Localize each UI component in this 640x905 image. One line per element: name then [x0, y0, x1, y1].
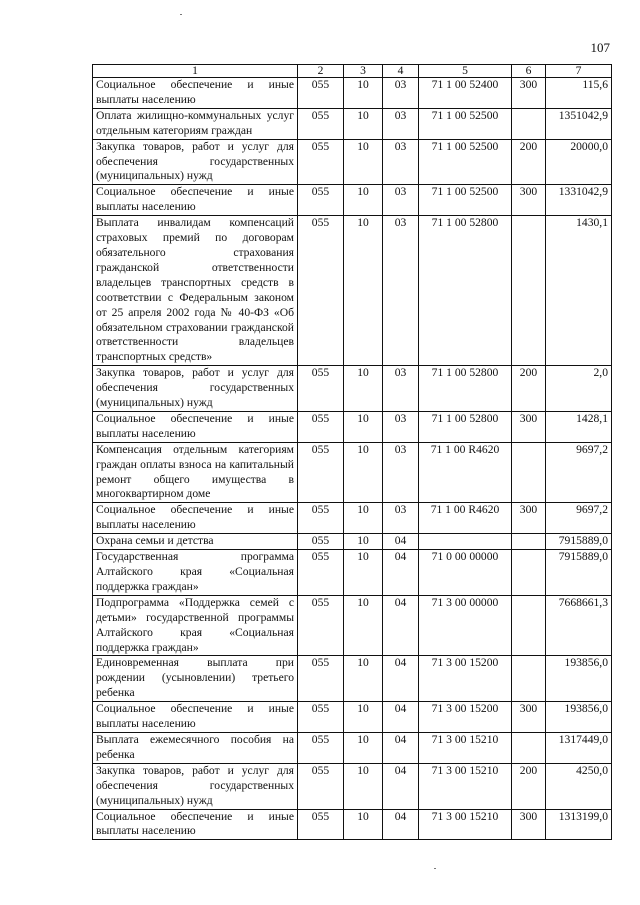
table-row	[93, 534, 612, 550]
amount: 9697,2	[546, 503, 612, 534]
section-code: 10	[344, 185, 383, 216]
item-name: Социальное обеспечение и иные выплаты населению	[93, 185, 298, 216]
table-row	[93, 185, 612, 216]
ministry-code: 055	[298, 550, 344, 596]
table-row	[93, 78, 612, 109]
ministry-code: 055	[298, 595, 344, 656]
target-article-code: 71 3 00 15210	[419, 809, 512, 840]
ministry-code: 055	[298, 763, 344, 809]
target-article-code: 71 1 00 R4620	[419, 442, 512, 503]
amount: 193856,0	[546, 702, 612, 733]
subsection-code: 04	[383, 595, 419, 656]
subsection-code: 03	[383, 216, 419, 366]
section-code: 10	[344, 595, 383, 656]
target-article-code: 71 1 00 52500	[419, 185, 512, 216]
amount: 1430,1	[546, 216, 612, 366]
target-article-code: 71 1 00 52800	[419, 411, 512, 442]
ministry-code: 055	[298, 139, 344, 185]
section-code: 10	[344, 108, 383, 139]
item-name: Компенсация отдельным категориям граждан оплаты взноса на капитальный ремонт общего имущества в многоквартирном доме	[93, 442, 298, 503]
ministry-code: 055	[298, 656, 344, 702]
item-name: Государственная программа Алтайского края «Социальная поддержка граждан»	[93, 550, 298, 596]
subsection-code: 03	[383, 185, 419, 216]
item-name: Выплата ежемесячного пособия на ребенка	[93, 732, 298, 763]
amount: 115,6	[546, 78, 612, 109]
amount: 1317449,0	[546, 732, 612, 763]
section-code: 10	[344, 534, 383, 550]
target-article-code: 71 3 00 15210	[419, 763, 512, 809]
subsection-code: 03	[383, 442, 419, 503]
item-name: Закупка товаров, работ и услуг для обеспечения государственных (муниципальных) нужд	[93, 763, 298, 809]
subsection-code: 04	[383, 550, 419, 596]
expense-type-code	[512, 216, 546, 366]
amount: 7915889,0	[546, 550, 612, 596]
ministry-code: 055	[298, 702, 344, 733]
ministry-code: 055	[298, 534, 344, 550]
target-article-code: 71 3 00 00000	[419, 595, 512, 656]
section-code: 10	[344, 732, 383, 763]
amount: 1313199,0	[546, 809, 612, 840]
subsection-code: 04	[383, 763, 419, 809]
amount: 4250,0	[546, 763, 612, 809]
target-article-code: 71 3 00 15210	[419, 732, 512, 763]
section-code: 10	[344, 411, 383, 442]
subsection-code: 03	[383, 366, 419, 412]
item-name: Социальное обеспечение и иные выплаты населению	[93, 78, 298, 109]
subsection-code: 03	[383, 139, 419, 185]
expense-type-code	[512, 534, 546, 550]
section-code: 10	[344, 366, 383, 412]
expense-type-code: 300	[512, 185, 546, 216]
table-row	[93, 550, 612, 596]
column-number: 7	[546, 65, 612, 78]
table-row	[93, 366, 612, 412]
item-name: Выплата инвалидам компенсаций страховых премий по договорам обязательного страхования гражданской ответственности владельцев транспортных средств в соответствии с Федеральным законом от 25 апреля 2002 года № 40-ФЗ «Об обязательном страховании гражданской ответственности владельцев транспортных средств»	[93, 216, 298, 366]
ministry-code: 055	[298, 108, 344, 139]
subsection-code: 03	[383, 78, 419, 109]
table-row	[93, 411, 612, 442]
subsection-code: 04	[383, 809, 419, 840]
table-row	[93, 763, 612, 809]
section-code: 10	[344, 139, 383, 185]
expense-type-code	[512, 732, 546, 763]
budget-table	[92, 64, 612, 840]
column-number: 4	[383, 65, 419, 78]
item-name: Единовременная выплата при рождении (усыновлении) третьего ребенка	[93, 656, 298, 702]
item-name: Социальное обеспечение и иные выплаты населению	[93, 503, 298, 534]
target-article-code: 71 1 00 52800	[419, 366, 512, 412]
expense-type-code: 200	[512, 139, 546, 185]
page-number: 107	[590, 40, 610, 55]
scan-speck	[434, 868, 436, 869]
ministry-code: 055	[298, 809, 344, 840]
table-row	[93, 442, 612, 503]
subsection-code: 03	[383, 108, 419, 139]
section-code: 10	[344, 442, 383, 503]
column-number-row	[93, 65, 612, 78]
expense-type-code	[512, 595, 546, 656]
subsection-code: 04	[383, 732, 419, 763]
target-article-code	[419, 534, 512, 550]
ministry-code: 055	[298, 185, 344, 216]
expense-type-code: 300	[512, 809, 546, 840]
section-code: 10	[344, 78, 383, 109]
item-name: Оплата жилищно-коммунальных услуг отдельным категориям граждан	[93, 108, 298, 139]
item-name: Охрана семьи и детства	[93, 534, 298, 550]
scan-speck	[180, 14, 182, 15]
target-article-code: 71 1 00 52400	[419, 78, 512, 109]
expense-type-code: 200	[512, 366, 546, 412]
expense-type-code	[512, 656, 546, 702]
amount: 1331042,9	[546, 185, 612, 216]
target-article-code: 71 3 00 15200	[419, 702, 512, 733]
section-code: 10	[344, 702, 383, 733]
item-name: Подпрограмма «Поддержка семей с детьми» государственной программы Алтайского края «Социальная поддержка граждан»	[93, 595, 298, 656]
table-row	[93, 809, 612, 840]
table-row	[93, 732, 612, 763]
item-name: Социальное обеспечение и иные выплаты населению	[93, 411, 298, 442]
subsection-code: 04	[383, 702, 419, 733]
table-row	[93, 702, 612, 733]
expense-type-code	[512, 108, 546, 139]
expense-type-code	[512, 442, 546, 503]
expense-type-code: 300	[512, 503, 546, 534]
column-number: 5	[419, 65, 512, 78]
item-name: Закупка товаров, работ и услуг для обеспечения государственных (муниципальных) нужд	[93, 366, 298, 412]
subsection-code: 03	[383, 411, 419, 442]
amount: 9697,2	[546, 442, 612, 503]
amount: 7668661,3	[546, 595, 612, 656]
ministry-code: 055	[298, 366, 344, 412]
expense-type-code	[512, 550, 546, 596]
section-code: 10	[344, 809, 383, 840]
amount: 7915889,0	[546, 534, 612, 550]
column-number: 6	[512, 65, 546, 78]
subsection-code: 04	[383, 656, 419, 702]
column-number: 2	[298, 65, 344, 78]
ministry-code: 055	[298, 78, 344, 109]
expense-type-code: 300	[512, 411, 546, 442]
amount: 193856,0	[546, 656, 612, 702]
ministry-code: 055	[298, 732, 344, 763]
target-article-code: 71 3 00 15200	[419, 656, 512, 702]
amount: 20000,0	[546, 139, 612, 185]
target-article-code: 71 1 00 52800	[419, 216, 512, 366]
table-row	[93, 595, 612, 656]
target-article-code: 71 1 00 R4620	[419, 503, 512, 534]
column-number: 3	[344, 65, 383, 78]
expense-type-code: 300	[512, 78, 546, 109]
ministry-code: 055	[298, 216, 344, 366]
ministry-code: 055	[298, 503, 344, 534]
item-name: Социальное обеспечение и иные выплаты населению	[93, 702, 298, 733]
section-code: 10	[344, 216, 383, 366]
amount: 1351042,9	[546, 108, 612, 139]
amount: 1428,1	[546, 411, 612, 442]
item-name: Закупка товаров, работ и услуг для обеспечения государственных (муниципальных) нужд	[93, 139, 298, 185]
subsection-code: 04	[383, 534, 419, 550]
ministry-code: 055	[298, 411, 344, 442]
table-row	[93, 656, 612, 702]
target-article-code: 71 0 00 00000	[419, 550, 512, 596]
section-code: 10	[344, 550, 383, 596]
section-code: 10	[344, 656, 383, 702]
expense-type-code: 200	[512, 763, 546, 809]
target-article-code: 71 1 00 52500	[419, 139, 512, 185]
section-code: 10	[344, 763, 383, 809]
ministry-code: 055	[298, 442, 344, 503]
item-name: Социальное обеспечение и иные выплаты населению	[93, 809, 298, 840]
table-row	[93, 503, 612, 534]
amount: 2,0	[546, 366, 612, 412]
table-row	[93, 216, 612, 366]
expense-type-code: 300	[512, 702, 546, 733]
table-body	[93, 78, 612, 840]
column-number: 1	[93, 65, 298, 78]
section-code: 10	[344, 503, 383, 534]
table-row	[93, 108, 612, 139]
target-article-code: 71 1 00 52500	[419, 108, 512, 139]
table-row	[93, 139, 612, 185]
subsection-code: 03	[383, 503, 419, 534]
